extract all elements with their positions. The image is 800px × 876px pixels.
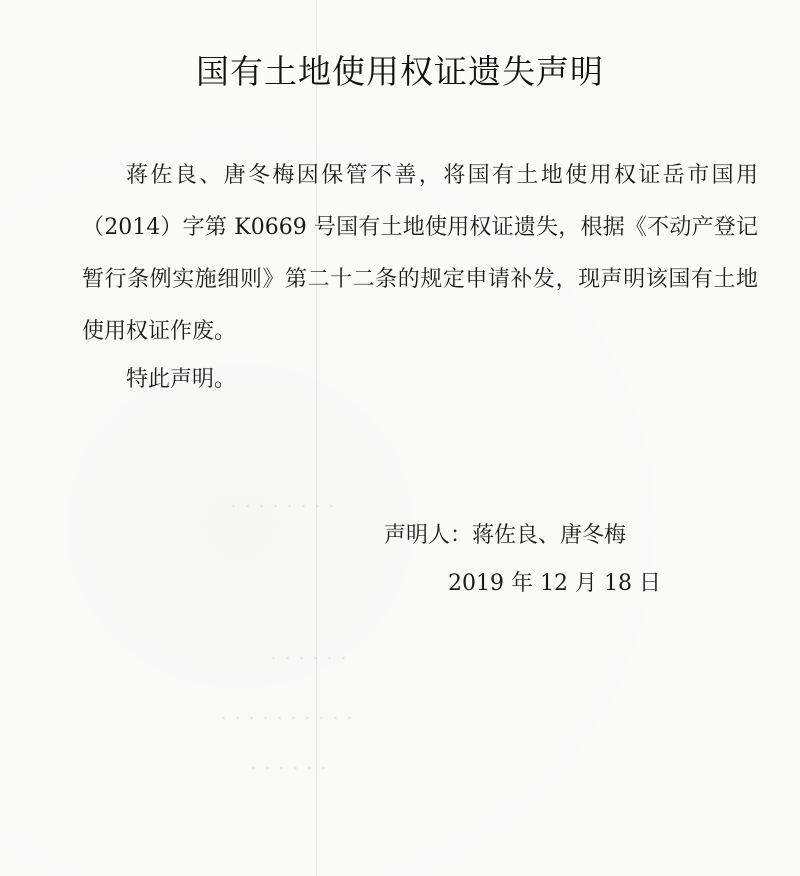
body-paragraph: 蒋佐良、唐冬梅因保管不善，将国有土地使用权证岳市国用（2014）字第 K0669 号国有土地使用权证遗失，根据《不动产登记暂行条例实施细则》第二十二条的规定申请补发，现声明该国有土地使用权证作废。: [82, 163, 758, 344]
bleed-through-mark: · · · · · · · · · ·: [220, 707, 353, 732]
bleed-through-mark: · · · · · ·: [270, 647, 347, 672]
document-title: 国有土地使用权证遗失声明: [196, 52, 604, 91]
document-date: 2019 年 12 月 18 日: [448, 571, 661, 596]
closing-statement: 特此声明。: [126, 367, 237, 392]
bleed-through-mark: · · · · · · · ·: [230, 495, 335, 520]
document-body: [82, 150, 758, 358]
bleed-through-mark: · · · · · ·: [250, 757, 327, 782]
signer-line: 声明人：蒋佐良、唐冬梅: [384, 523, 627, 548]
paper-fold-line: [316, 0, 317, 876]
